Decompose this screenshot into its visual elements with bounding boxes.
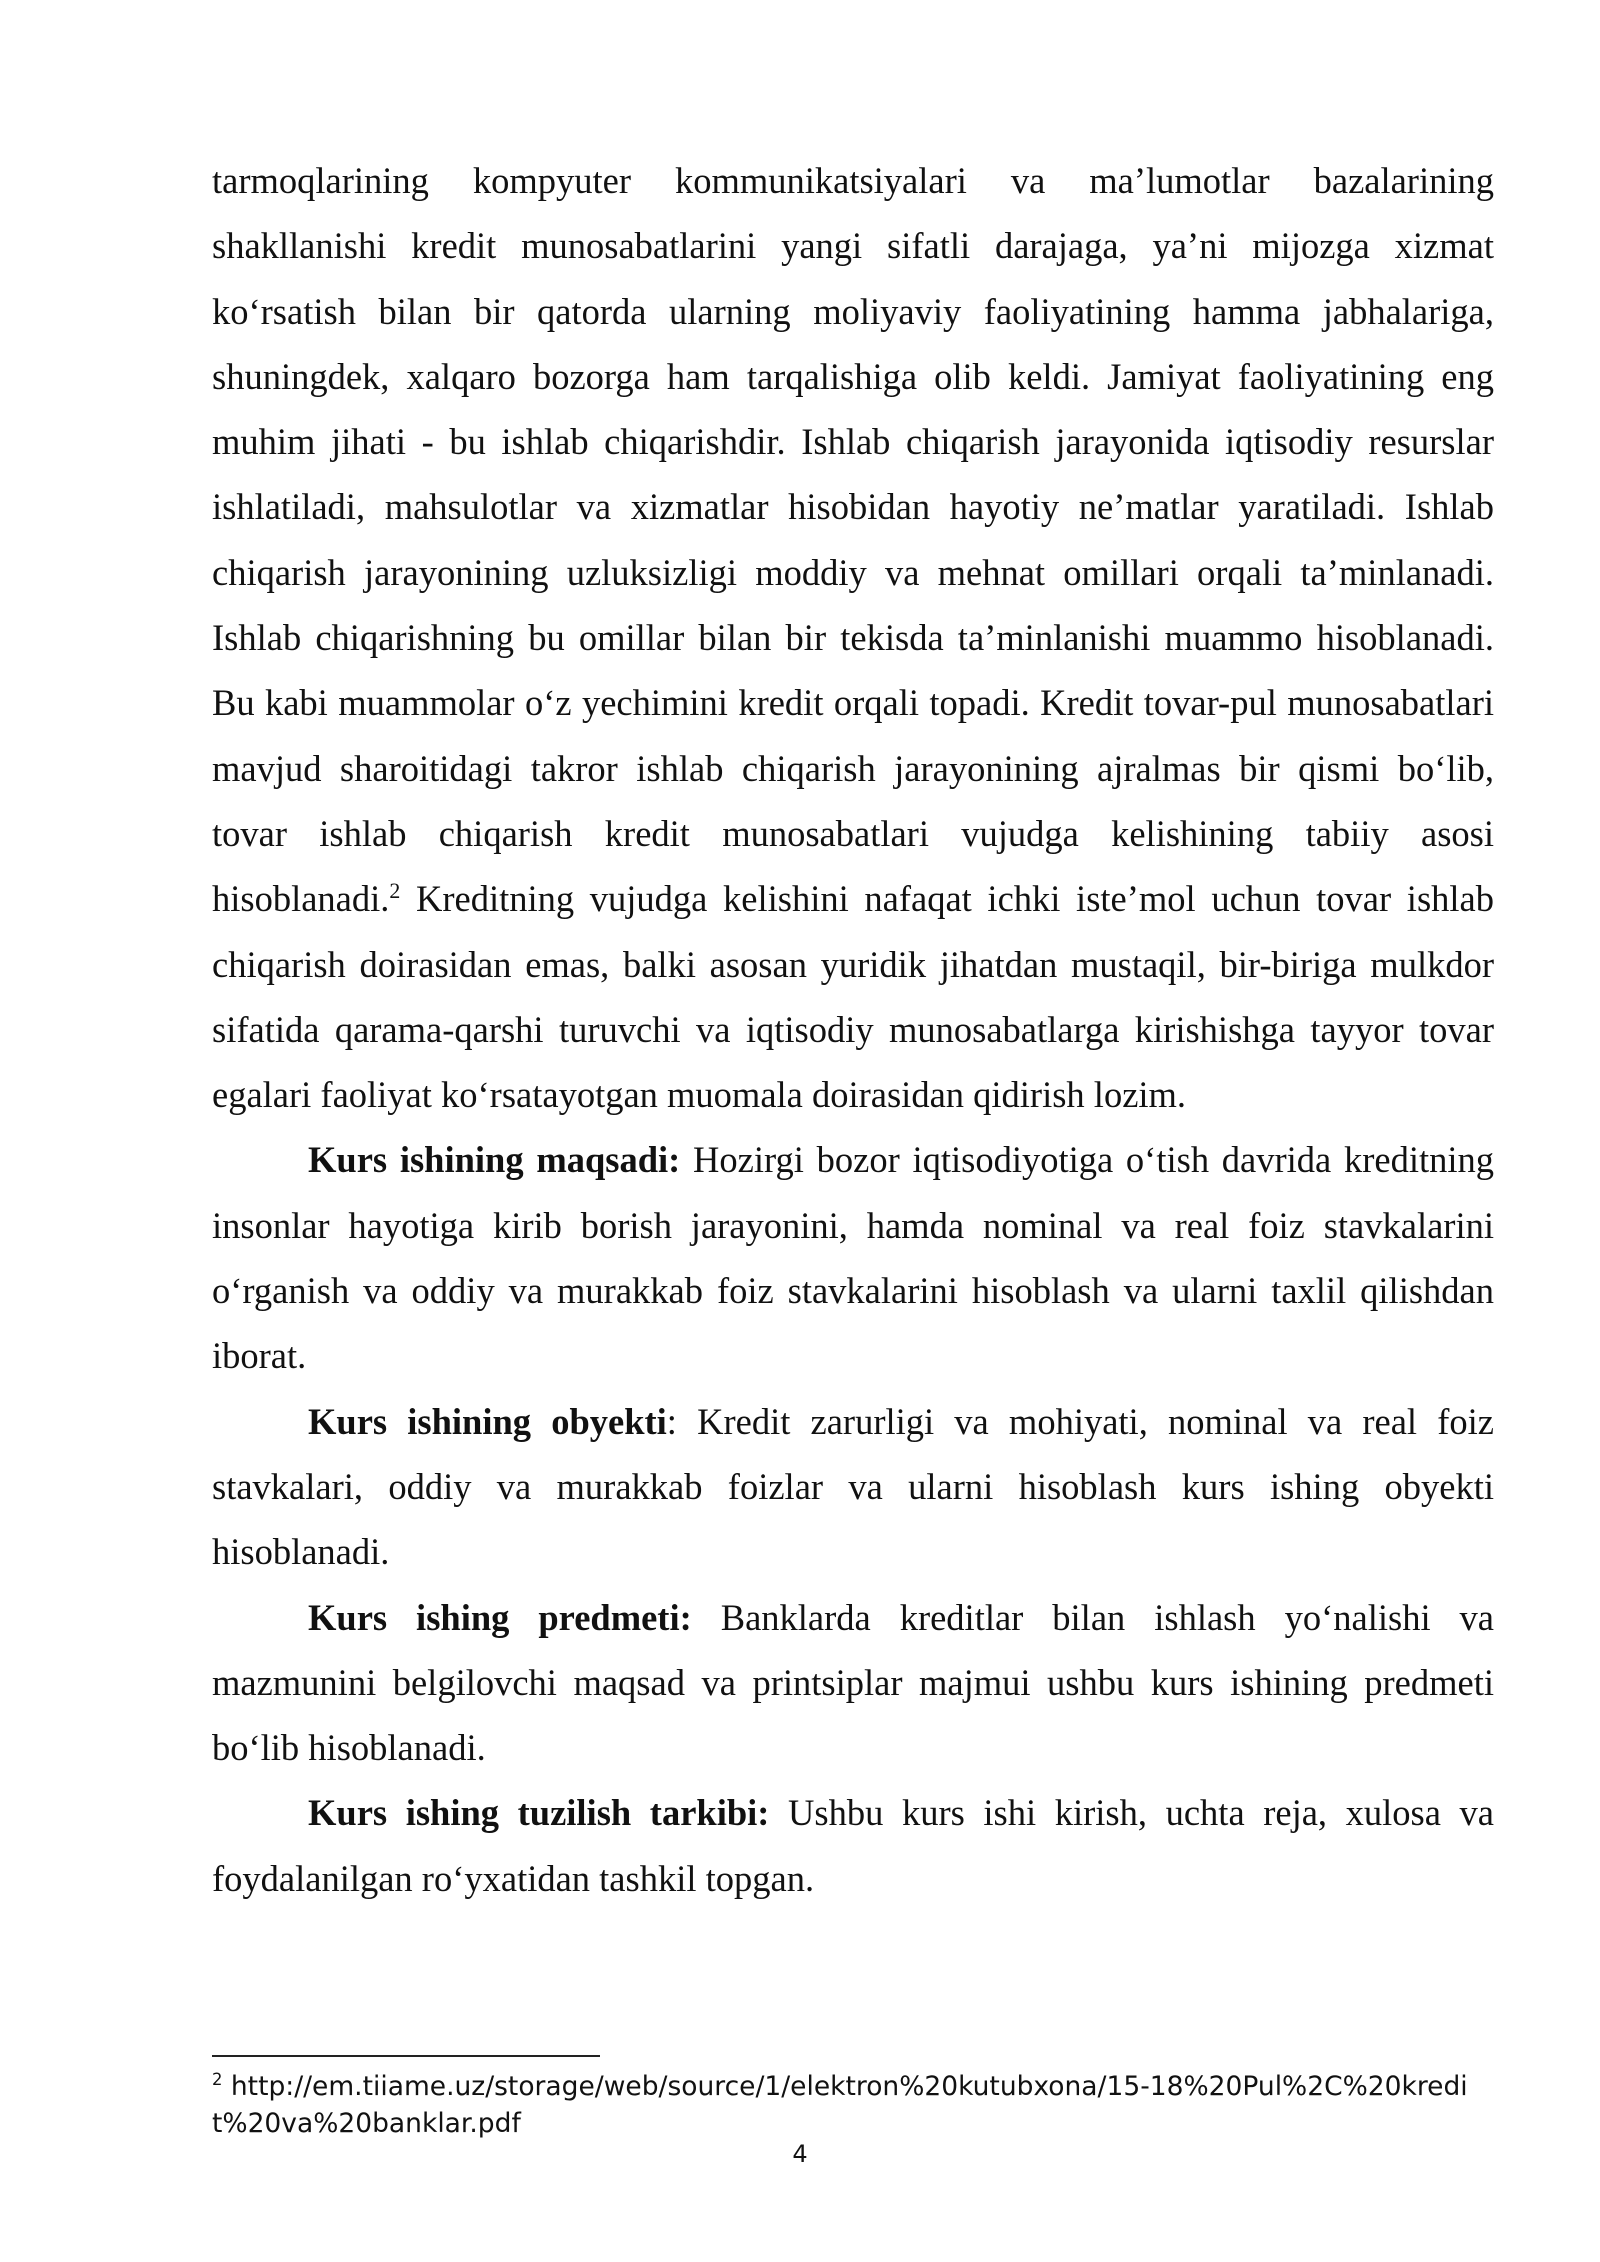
section-subject-label: Kurs ishing predmeti: bbox=[308, 1596, 692, 1638]
section-object-label: Kurs ishining obyekti bbox=[308, 1400, 667, 1442]
section-subject-text: Banklarda kreditlar bilan ishlash yo‘nalishi va mazmunini belgilovchi maqsad va printsiplar majmui ushbu kurs ishining predmeti bo‘lib hisoblanadi. bbox=[212, 1596, 1494, 1769]
section-purpose-text: Hozirgi bozor iqtisodiyotiga o‘tish davrida kreditning insonlar hayotiga kirib borish jarayonini, hamda nominal va real foiz stavkalarini o‘rganish va oddiy va murakkab foiz stavkalarini hisoblash va ularni taxlil qilishdan iborat. bbox=[212, 1139, 1494, 1377]
page-number: 4 bbox=[792, 2140, 808, 2168]
section-structure-text: Ushbu kurs ishi kirish, uchta reja, xulosa va foydalanilgan ro‘yxatidan tashkil topgan. bbox=[212, 1792, 1494, 1899]
footnote-separator bbox=[212, 2055, 600, 2057]
intro-paragraph-part2: Kreditning vujudga kelishini nafaqat ichki iste’mol uchun tovar ishlab chiqarish doirasidan emas, balki asosan yuridik jihatdan mustaqil, bir-biriga mulkdor sifatida qarama-qarshi turuvchi va iqtisodiy munosabatlarga kirishishga tayyor tovar egalari faoliyat ko‘rsatayotgan muomala doirasidan qidirish lozim. bbox=[212, 878, 1494, 1116]
section-subject bbox=[212, 1585, 1494, 1781]
section-structure bbox=[212, 1780, 1494, 1911]
footnote bbox=[212, 2068, 1494, 2142]
section-structure-label: Kurs ishing tuzilish tarkibi: bbox=[308, 1792, 770, 1834]
footnote-link[interactable]: http://em.tiiame.uz/storage/web/source/1/elektron%20kutubxona/15-18%20Pul%2C%20kredit%20va%20banklar.pdf bbox=[212, 2071, 1468, 2139]
intro-paragraph-part1: tarmoqlarining kompyuter kommunikatsiyalari va ma’lumotlar bazalarining shakllanishi kredit munosabatlarini yangi sifatli darajaga, ya’ni mijozga xizmat ko‘rsatish bilan bir qatorda ularning moliyaviy faoliyatining hamma jabhalariga, shuningdek, xalqaro bozorga ham tarqalishiga olib keldi. Jamiyat faoliyatining eng muhim jihati - bu ishlab chiqarishdir. Ishlab chiqarish jarayonida iqtisodiy resurslar ishlatiladi, mahsulotlar va xizmatlar hisobidan hayotiy ne’matlar yaratiladi. Ishlab chiqarish jarayonining uzluksizligi moddiy va mehnat omillari orqali ta’minlanadi. Ishlab chiqarishning bu omillar bilan bir tekisda ta’minlanishi muammo hisoblanadi. Bu kabi muammolar o‘z yechimini kredit orqali topadi. Kredit tovar-pul munosabatlari mavjud sharoitidagi takror ishlab chiqarish jarayonining ajralmas bir qismi bo‘lib, tovar ishlab chiqarish kredit munosabatlari vujudga kelishining tabiiy asosi hisoblanadi. bbox=[212, 160, 1494, 920]
body-text bbox=[212, 148, 1494, 1911]
section-object bbox=[212, 1389, 1494, 1585]
section-object-text: : Kredit zarurligi va mohiyati, nominal va real foiz stavkalari, oddiy va murakkab foizlar va ularni hisoblash kurs ishing obyekti hisoblanadi. bbox=[212, 1400, 1494, 1573]
section-purpose-label: Kurs ishining maqsadi: bbox=[308, 1139, 681, 1181]
intro-paragraph bbox=[212, 148, 1494, 1127]
footnote-reference[interactable]: 2 bbox=[389, 878, 401, 904]
section-purpose bbox=[212, 1127, 1494, 1388]
footnote-number: 2 bbox=[212, 2070, 223, 2090]
